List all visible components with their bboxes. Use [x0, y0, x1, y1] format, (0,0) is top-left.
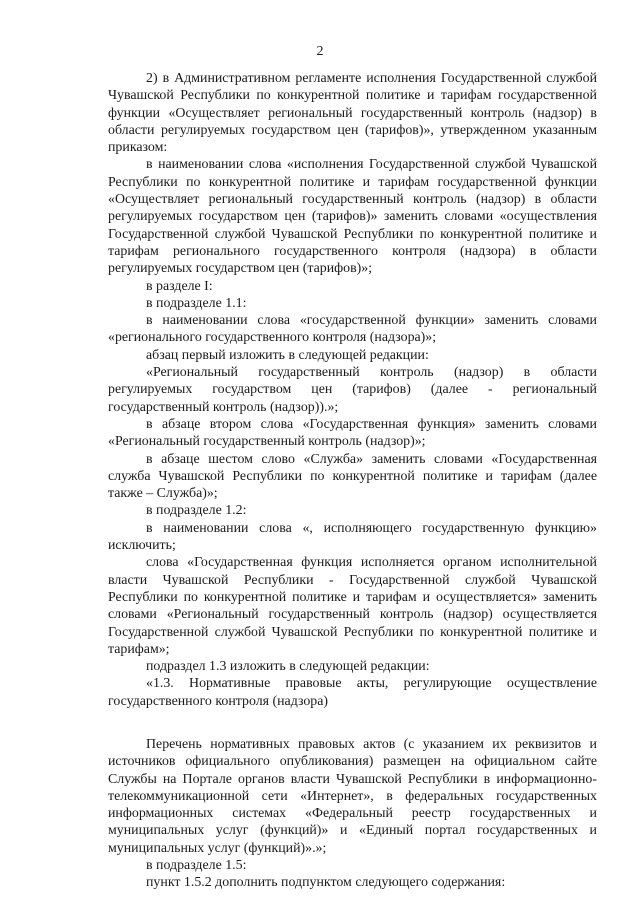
paragraph-function-replacement: слова «Государственная функция исполняется органом исполнительной власти Чувашской Республики - Государственной службой Чувашской Республики по конкурентной политике и тарифам и осуществляется» заменить словами «Региональный государственный контроль (надзор) осуществляется Государственной службой Чувашской Республики по конкурентной политике и тарифам»; [108, 555, 597, 657]
paragraph-first-abzac: абзац первый изложить в следующей редакции: [146, 347, 429, 363]
paragraph-second-abzac: в абзаце втором слова «Государственная функция» заменить словами «Региональный государственный контроль (надзор)»; [108, 416, 597, 450]
page-number: 2 [316, 44, 324, 59]
paragraph-subsection-1-2: в подразделе 1.2: [146, 503, 247, 519]
paragraph-subsection-1-1: в подразделе 1.1: [146, 295, 247, 311]
paragraph-quoted-control-definition: «Региональный государственный контроль (надзор) в области регулируемых государством цен (тарифов) (далее - региональный государственный контроль (надзор)).»; [108, 365, 597, 415]
paragraph-point-1-5-2: пункт 1.5.2 дополнить подпунктом следующего содержания: [146, 875, 506, 891]
paragraph-subsection-1-5: в подразделе 1.5: [146, 858, 247, 874]
document-body [108, 70, 597, 892]
paragraph-heading-replacement: в наименовании слова «государственной функции» заменить словами «регионального государственного контроля (надзора)»; [108, 313, 597, 346]
paragraph-normative-acts-heading: «1.3. Нормативные правовые акты, регулирующие осуществление государственного контроля (надзора) [108, 676, 597, 709]
paragraph-item-2-intro: 2) в Административном регламенте исполнения Государственной службой Чувашской Республики по конкурентной политике и тарифам государственной функции «Осуществляет региональный государственный контроль (надзор) в области регулируемых государством цен (тарифов)», утвержденном указанным приказом: [108, 71, 597, 156]
paragraph-subsection-1-3: подраздел 1.3 изложить в следующей редакции: [146, 659, 430, 675]
paragraph-sixth-abzac: в абзаце шестом слово «Служба» заменить словами «Государственная служба Чувашской Республики по конкурентной политике и тарифам (далее также – Служба)»; [108, 451, 597, 502]
paragraph-exclusion: в наименовании слова «, исполняющего государственную функцию» исключить; [108, 520, 597, 554]
paragraph-normative-acts-list: Перечень нормативных правовых актов (с указанием их реквизитов и источников официального опубликования) размещен на официальном сайте Службы на Портале органов власти Чувашской Республики в информационно-телекоммуникационной сети «Интернет», в федеральных государственных информационных системах «Федеральный реестр государственных и муниципальных услуг (функций)» и «Единый портал государственных и муниципальных услуг (функций)».»; [108, 736, 597, 856]
paragraph-title-replacement: в наименовании слова «исполнения Государственной службой Чувашской Республики по конкурентной политике и тарифам государственной функции «Осуществляет региональный государственный контроль (надзор) в области регулируемых государством цен (тарифов)» заменить словами «осуществления Государственной службой Чувашской Республики по конкурентной политике и тарифам регионального государственного контроля (надзора) в области регулируемых государством цен (тарифов)»; [108, 157, 597, 277]
paragraph-section-1: в разделе I: [146, 278, 213, 294]
